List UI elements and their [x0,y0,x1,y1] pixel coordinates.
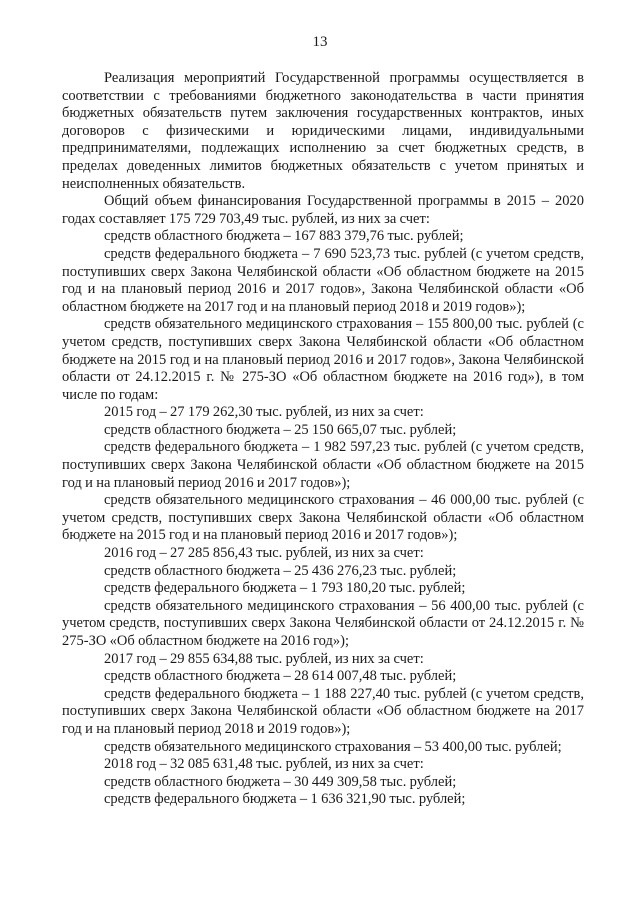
page-number: 13 [312,34,328,50]
paragraph-2015-medical: средств обязательного медицинского страхования – 46 000,00 тыс. рублей (с учетом средств, поступивших сверх Закона Челябинской области «Об областном бюджете на 2015 год и на плановый период 2016 и 2017 годов»); [62,492,584,544]
paragraph-2018-federal: средств федерального бюджета – 1 636 321,90 тыс. рублей; [104,791,466,808]
paragraph-total-financing: Общий объем финансирования Государственной программы в 2015 – 2020 годах составляет 175 729 703,49 тыс. рублей, из них за счет: [62,193,584,227]
paragraph-2015-regional: средств областного бюджета – 25 150 665,07 тыс. рублей; [104,421,457,438]
paragraph-2017-federal: средств федерального бюджета – 1 188 227,40 тыс. рублей (с учетом средств, поступивших сверх Закона Челябинской области «Об областном бюджете на 2017 год и на плановый период 2018 и 2019 годов»); [62,685,584,737]
paragraph-2016-regional: средств областного бюджета – 25 436 276,23 тыс. рублей; [104,562,457,579]
paragraph-year-2018: 2018 год – 32 085 631,48 тыс. рублей, из них за счет: [104,756,424,773]
paragraph-2016-federal: средств федерального бюджета – 1 793 180,20 тыс. рублей; [104,580,466,597]
paragraph-medical-insurance-total: средств обязательного медицинского страхования – 155 800,00 тыс. рублей (с учетом средств, поступивших сверх Закона Челябинской области «Об областном бюджете на 2015 год и на плановый период 2016 и 2017 годов», Закона Челябинской области от 24.12.2015 г. № 275-ЗО «Об областном бюджете на 2016 год»), в том числе по годам: [62,316,584,403]
paragraph-2016-medical: средств обязательного медицинского страхования – 56 400,00 тыс. рублей (с учетом средств, поступивших сверх Закона Челябинской области от 24.12.2015 г. № 275-ЗО «Об областном бюджете на 2016 год»); [62,597,584,649]
paragraph-year-2015: 2015 год – 27 179 262,30 тыс. рублей, из них за счет: [104,404,424,421]
paragraph-2017-medical: средств обязательного медицинского страхования – 53 400,00 тыс. рублей; [104,738,562,755]
paragraph-regional-budget-total: средств областного бюджета – 167 883 379,76 тыс. рублей; [104,228,464,245]
document-body [62,70,584,809]
paragraph-year-2017: 2017 год – 29 855 634,88 тыс. рублей, из них за счет: [104,650,424,667]
paragraph-year-2016: 2016 год – 27 285 856,43 тыс. рублей, из них за счет: [104,545,424,562]
paragraph-2017-regional: средств областного бюджета – 28 614 007,48 тыс. рублей; [104,668,457,685]
paragraph-2018-regional: средств областного бюджета – 30 449 309,58 тыс. рублей; [104,773,457,790]
paragraph-federal-budget-total: средств федерального бюджета – 7 690 523,73 тыс. рублей (с учетом средств, поступивших сверх Закона Челябинской области «Об областном бюджете на 2015 год и на плановый период 2016 и 2017 годов», Закона Челябинской области «Об областном бюджете на 2017 год и на плановый период 2018 и 2019 годов»); [62,245,584,315]
paragraph-2015-federal: средств федерального бюджета – 1 982 597,23 тыс. рублей (с учетом средств, поступивших сверх Закона Челябинской области «Об областном бюджете на 2015 год и на плановый период 2016 и 2017 годов»); [62,439,584,491]
paragraph-implementation: Реализация мероприятий Государственной программы осуществляется в соответствии с требованиями бюджетного законодательства в части принятия бюджетных обязательств путем заключения государственных контрактов, иных договоров с физическими и юридическими лицами, индивидуальными предпринимателями, подлежащих исполнению за счет бюджетных средств, в пределах доведенных лимитов бюджетных обязательств с учетом принятых и неисполненных обязательств. [62,70,584,192]
